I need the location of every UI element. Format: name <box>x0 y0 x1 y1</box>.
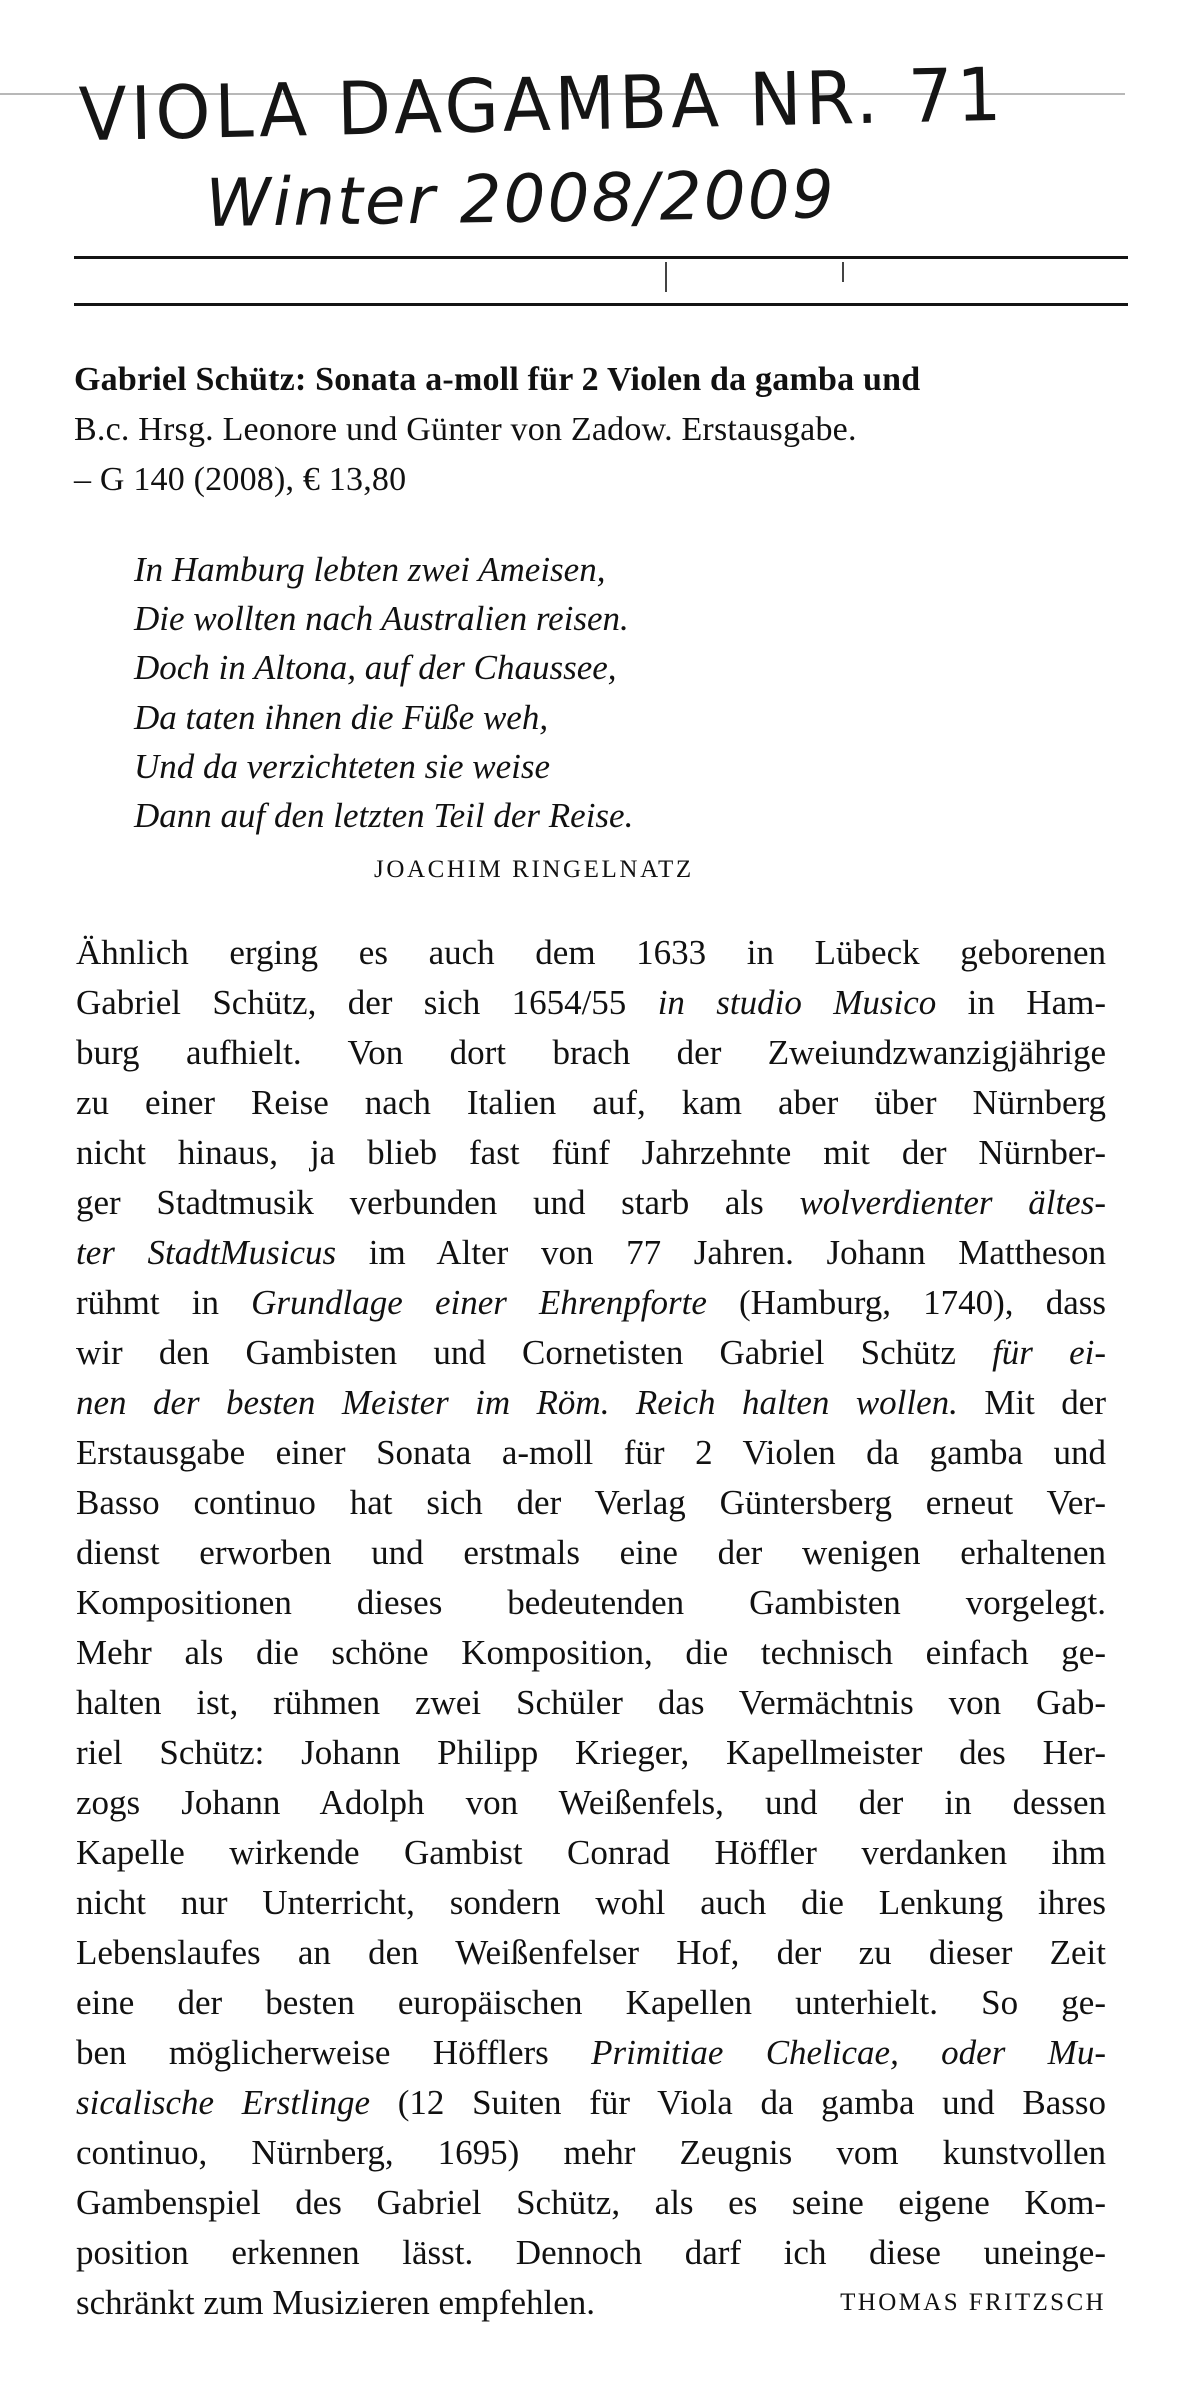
body-line <box>76 1228 1106 1278</box>
body-line <box>76 1278 1106 1328</box>
review-catalog-price: – G 140 (2008), € 13,80 <box>74 461 407 498</box>
poem-line: Die wollten nach Australien reisen. <box>134 599 629 639</box>
text-run: dienst erworben und erstmals eine der wenigen erhaltenen <box>76 1533 1106 1572</box>
body-line <box>76 2228 1106 2278</box>
italic-quote: nen der besten Meister im Röm. Reich halten wollen. <box>76 1383 958 1422</box>
text-run: eine der besten europäischen Kapellen unterhielt. So ge- <box>76 1983 1106 2022</box>
text-run: Kompositionen dieses bedeutenden Gambisten vorgelegt. <box>76 1583 1106 1622</box>
body-line <box>76 1978 1106 2028</box>
italic-quote: wolverdienter ältes- <box>799 1183 1106 1222</box>
pen-stroke <box>665 262 667 292</box>
text-run: halten ist, rühmen zwei Schüler das Vermächtnis von Gab- <box>76 1683 1106 1722</box>
review-body <box>76 928 1106 2328</box>
text-run: continuo, Nürnberg, 1695) mehr Zeugnis vom kunstvollen <box>76 2133 1106 2172</box>
body-line <box>76 1378 1106 1428</box>
body-line <box>76 1328 1106 1378</box>
body-line <box>76 1478 1106 1528</box>
handwritten-issue-date: Winter 2008/2009 <box>205 156 837 242</box>
body-line <box>76 1678 1106 1728</box>
body-line <box>76 928 1106 978</box>
poem-author: JOACHIM RINGELNATZ <box>374 856 694 883</box>
text-run: im Alter von 77 Jahren. Johann Mattheson <box>336 1233 1106 1272</box>
body-line <box>76 1028 1106 1078</box>
body-line <box>76 2278 1106 2328</box>
body-line <box>76 1428 1106 1478</box>
body-line <box>76 2078 1106 2128</box>
body-line <box>76 1928 1106 1978</box>
text-run: (12 Suiten für Viola da gamba und Basso <box>370 2083 1106 2122</box>
poem-line: Doch in Altona, auf der Chaussee, <box>134 648 617 688</box>
body-line <box>76 2028 1106 2078</box>
body-line <box>76 1528 1106 1578</box>
text-run: Gabriel Schütz, der sich 1654/55 <box>76 983 658 1022</box>
text-run: rühmt in <box>76 1283 252 1322</box>
pen-stroke <box>842 262 844 282</box>
body-line <box>76 1128 1106 1178</box>
text-run: Ähnlich erging es auch dem 1633 in Lübeck geborenen <box>76 933 1106 972</box>
poem-line: In Hamburg lebten zwei Ameisen, <box>134 550 606 589</box>
text-run: Kapelle wirkende Gambist Conrad Höffler verdanken ihm <box>76 1833 1106 1872</box>
body-line <box>76 2178 1106 2228</box>
italic-quote: für ei- <box>992 1333 1106 1372</box>
text-run: position erkennen lässt. Dennoch darf ich diese uneinge- <box>76 2233 1106 2272</box>
body-line <box>76 1578 1106 1628</box>
body-line <box>76 1178 1106 1228</box>
body-line <box>76 1628 1106 1678</box>
text-run: Erstausgabe einer Sonata a-moll für 2 Violen da gamba und <box>76 1433 1106 1472</box>
text-run: Mit der <box>957 1383 1106 1422</box>
epigraph-poem <box>134 545 633 840</box>
body-line <box>76 978 1106 1028</box>
text-run: (Hamburg, 1740), dass <box>706 1283 1106 1322</box>
text-run: burg aufhielt. Von dort brach der Zweiundzwanzigjährige <box>76 1033 1106 1072</box>
text-run: riel Schütz: Johann Philipp Krieger, Kapellmeister des Her- <box>76 1733 1106 1772</box>
body-line <box>76 1778 1106 1828</box>
italic-quote: in studio Musico <box>657 983 937 1022</box>
poem-line: Und da verzichteten sie weise <box>134 746 551 786</box>
text-run: nicht nur Unterricht, sondern wohl auch die Lenkung ihres <box>76 1883 1106 1922</box>
italic-quote: Primitiae Chelicae, oder Mu- <box>591 2033 1106 2072</box>
text-run: ben möglicherweise Höfflers <box>76 2033 592 2072</box>
poem-line: Dann auf den letzten Teil der Reise. <box>134 796 634 836</box>
poem-line: Da taten ihnen die Füße weh, <box>134 697 549 737</box>
review-author-signature: THOMAS FRITZSCH <box>840 2289 1106 2316</box>
divider-rule-bottom <box>74 303 1128 306</box>
handwritten-issue-title: VIOLA DAGAMBA NR. 71 <box>78 51 1006 159</box>
italic-quote: ter StadtMusicus <box>76 1233 337 1272</box>
text-run: Gambenspiel des Gabriel Schütz, als es seine eigene Kom- <box>76 2183 1106 2222</box>
italic-quote: sicalische Erstlinge <box>76 2083 371 2122</box>
body-line <box>76 1078 1106 1128</box>
review-title: Gabriel Schütz: Sonata a-moll für 2 Violen da gamba und <box>74 361 921 398</box>
body-line <box>76 1878 1106 1928</box>
divider-rule-top <box>74 256 1128 259</box>
text-run: zogs Johann Adolph von Weißenfels, und der in dessen <box>76 1783 1106 1822</box>
text-run: zu einer Reise nach Italien auf, kam aber über Nürnberg <box>76 1083 1106 1122</box>
review-publication-info: B.c. Hrsg. Leonore und Günter von Zadow. Erstausgabe. <box>74 411 857 448</box>
text-run: nicht hinaus, ja blieb fast fünf Jahrzehnte mit der Nürnber- <box>76 1133 1106 1172</box>
italic-quote: Grundlage einer Ehrenpforte <box>251 1283 707 1322</box>
body-line <box>76 2128 1106 2178</box>
review-heading <box>74 355 1104 505</box>
text-run: schränkt zum Musizieren empfehlen. <box>76 2283 595 2322</box>
text-run: Lebenslaufes an den Weißenfelser Hof, der zu dieser Zeit <box>76 1933 1106 1972</box>
text-run: Mehr als die schöne Komposition, die technisch einfach ge- <box>76 1633 1106 1672</box>
body-line <box>76 1728 1106 1778</box>
text-run: in Ham- <box>936 983 1106 1022</box>
text-run: wir den Gambisten und Cornetisten Gabriel Schütz <box>76 1333 993 1372</box>
text-run: ger Stadtmusik verbunden und starb als <box>76 1183 800 1222</box>
body-line <box>76 1828 1106 1878</box>
text-run: Basso continuo hat sich der Verlag Güntersberg erneut Ver- <box>76 1483 1106 1522</box>
